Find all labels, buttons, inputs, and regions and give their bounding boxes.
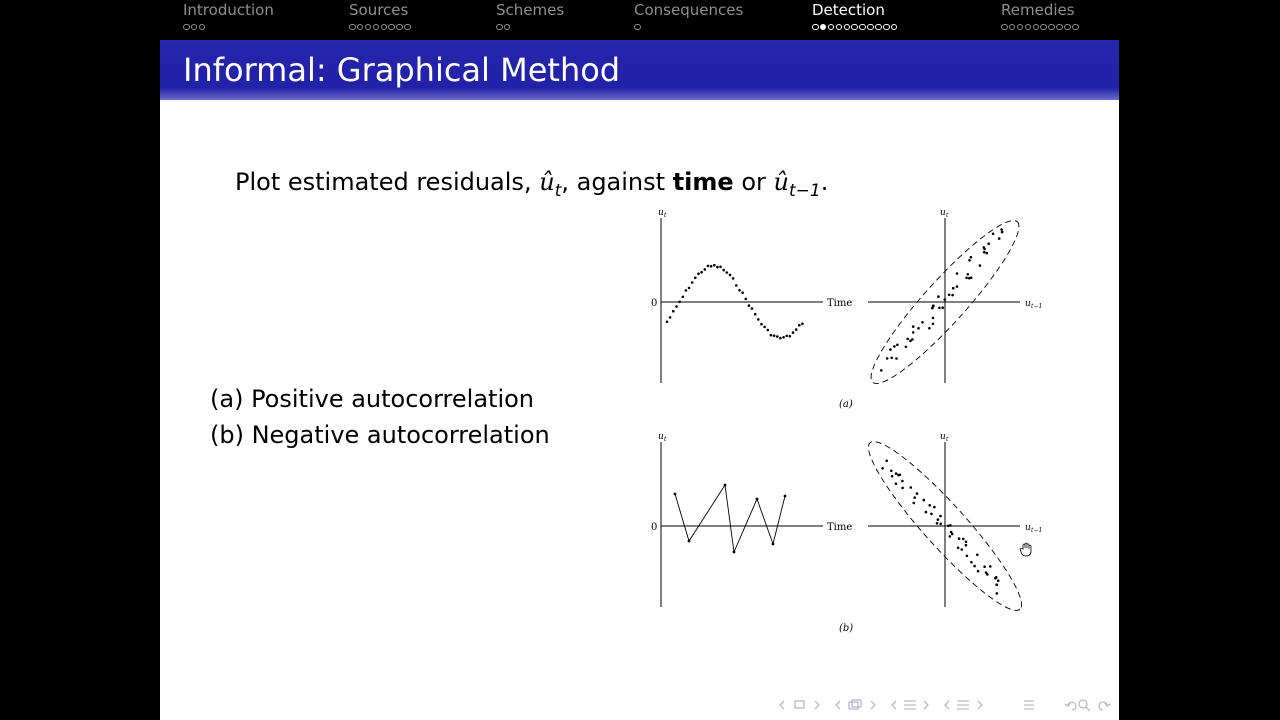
residual-point [951,294,954,297]
residual-point [763,326,766,329]
nav-slide-dot[interactable] [191,24,198,31]
document-back-icon[interactable] [945,701,949,709]
nav-slide-dot[interactable] [183,24,190,31]
axis-label-lag-sub: t−1 [1031,527,1043,534]
nav-section-title[interactable]: Consequences [634,1,744,19]
nav-slide-dot[interactable] [1056,24,1063,31]
frame-title: Informal: Graphical Method [183,51,621,89]
nav-slide-dot[interactable] [867,24,874,31]
residual-point [928,504,931,507]
residual-point [896,344,899,347]
residual-point [983,251,986,254]
uhat-symbol: û [539,168,555,196]
nav-section-title[interactable]: Introduction [183,1,274,19]
residual-point [710,265,713,268]
residual-point [682,296,685,299]
residual-point [700,271,703,274]
document-forward-icon[interactable] [978,701,982,709]
residual-point [952,287,955,290]
residual-point [992,233,995,236]
residual-point [983,565,986,568]
nav-slide-dots[interactable] [812,22,899,32]
nav-slide-dot[interactable] [820,24,827,31]
residual-point [950,531,953,534]
residual-point [948,294,951,297]
residual-point [767,329,770,332]
nav-section-title[interactable]: Remedies [1001,1,1075,19]
residual-point [917,327,920,330]
residual-point [697,272,700,275]
nav-slide-dot[interactable] [381,24,388,31]
nav-slide-dot[interactable] [404,24,411,31]
residual-point [977,570,980,573]
residual-point [910,486,913,489]
residual-point [885,460,888,463]
section-forward-icon[interactable] [924,701,928,709]
section-icon[interactable] [904,701,916,709]
slide [160,0,1119,720]
residual-point [748,304,751,307]
nav-slide-dots[interactable] [349,22,412,32]
nav-slide-dot[interactable] [1009,24,1016,31]
residual-point [970,561,973,564]
residual-point [785,335,788,338]
residual-point [669,316,672,319]
nav-section-consequences[interactable] [634,2,743,32]
hand-cursor-icon [1020,543,1031,556]
residual-point [685,289,688,292]
frame-back-icon[interactable] [780,701,784,709]
subsection-back-icon[interactable] [836,701,840,709]
residual-point [932,317,935,320]
residual-point [966,555,969,558]
nav-slide-dot[interactable] [883,24,890,31]
appendix-icon[interactable] [1024,701,1034,709]
residual-point [901,480,904,483]
nav-section-detection[interactable] [812,2,899,32]
residual-point [937,295,940,298]
subscript-t-minus-1: t−1 [789,181,821,201]
residual-point [909,340,912,343]
nav-section-title[interactable]: Schemes [496,1,565,19]
residual-point [722,269,725,272]
nav-slide-dot[interactable] [1017,24,1024,31]
nav-slide-dot[interactable] [357,24,364,31]
nav-slide-dot[interactable] [199,24,206,31]
axis-label-ut-sub: t [664,212,667,219]
nav-slide-dots[interactable] [183,22,274,32]
residual-point [913,496,916,499]
subsection-icon[interactable] [849,700,861,709]
residual-point [987,242,990,245]
residual-point [912,325,915,328]
residual-point [912,331,915,334]
residual-point [1000,228,1003,231]
residual-point [957,547,960,550]
document-icon[interactable] [957,701,969,709]
time-axis-label: Time [827,522,853,533]
residual-point [901,487,904,490]
intro-or-text: or [741,168,766,196]
residual-point [801,322,804,325]
residual-point [704,268,707,271]
residual-point [895,472,898,475]
residual-point [941,306,944,309]
residual-point [921,321,924,324]
nav-slide-dot[interactable] [891,24,898,31]
residual-point [881,467,884,470]
nav-slide-dot[interactable] [504,24,511,31]
axis-label-ut: u [940,208,946,218]
residual-point [928,327,931,330]
residual-point [1001,231,1004,234]
residual-point [738,289,741,292]
nav-slide-dot[interactable] [859,24,866,31]
residual-point [931,307,934,310]
axis-label-lag-sub: t−1 [1031,303,1043,310]
nav-section-title[interactable]: Detection [812,1,885,19]
residual-point [944,298,947,301]
panel-label-b: (b) [839,623,854,634]
nav-slide-dot[interactable] [349,24,356,31]
residual-point [968,259,971,262]
residual-point [936,522,939,525]
residual-point [691,281,694,284]
autocorrelation-figure [640,200,1060,640]
time-emphasis: time [672,168,734,196]
nav-slide-dot[interactable] [1025,24,1032,31]
residual-point [751,307,754,310]
residual-point [933,506,936,509]
residual-point [672,310,675,313]
residual-point [995,583,998,586]
nav-slide-dot[interactable] [875,24,882,31]
nav-slide-dot[interactable] [844,24,851,31]
nav-slide-dot[interactable] [812,24,819,31]
residual-point [675,305,678,308]
residual-point [889,348,892,351]
nav-slide-dot[interactable] [1001,24,1008,31]
frame-icon[interactable] [795,701,804,708]
nav-slide-dot[interactable] [388,24,395,31]
residual-point [688,287,691,290]
item-negative-autocorrelation: (b) Negative autocorrelation [210,421,550,449]
beamer-navigation-symbols [777,697,1117,713]
nav-slide-dot[interactable] [851,24,858,31]
residual-point [779,337,782,340]
zigzag-residual-line [675,485,785,552]
residual-point [956,272,959,275]
residual-point [891,475,894,478]
residual-point [973,565,976,568]
residual-point [989,565,992,568]
residual-point [745,298,748,301]
nav-slide-dot[interactable] [365,24,372,31]
residual-point [925,511,928,514]
frame-forward-icon[interactable] [815,701,819,709]
search-icon[interactable] [1079,700,1090,711]
residual-point [961,548,964,551]
frame-title-bar [160,40,1119,100]
subsection-forward-icon[interactable] [871,701,875,709]
axis-label-lag: u [1025,299,1031,309]
residual-point [965,541,968,544]
residual-point [770,334,773,337]
zigzag-points [674,484,787,554]
intro-plot-text: Plot estimated residuals, [235,168,532,196]
residual-point [956,285,959,288]
nav-slide-dot[interactable] [828,24,835,31]
uhat-lag-symbol: û [773,168,789,196]
redo-icon[interactable] [1099,702,1110,710]
residual-point [782,336,785,339]
residual-point [895,357,898,360]
residual-point [890,470,893,473]
axis-label-ut-sub: t [946,212,949,219]
residual-point [996,592,999,595]
zero-label: 0 [651,522,658,533]
residual-point [967,273,970,276]
panel-label-a: (a) [839,399,853,410]
residual-point [678,301,681,304]
section-back-icon[interactable] [892,701,896,709]
intro-against-text: , against [561,168,666,196]
residual-point [713,264,716,267]
axis-label-ut-sub: t [664,436,667,443]
residual-point [932,323,935,326]
residual-point [741,291,744,294]
residual-point [938,307,941,310]
residual-point [905,346,908,349]
residual-point [970,276,973,279]
residual-point [897,474,900,477]
residual-point [666,321,669,324]
axis-label-ut: u [658,432,664,442]
residual-point [798,324,801,327]
residual-point [716,266,719,269]
undo-icon[interactable] [1065,702,1076,710]
nav-slide-dot[interactable] [396,24,403,31]
residual-point [729,274,732,277]
nav-slide-dot[interactable] [1064,24,1071,31]
axis-label-ut-sub: t [946,436,949,443]
time-axis-label: Time [827,298,853,309]
axis-label-lag: u [1025,523,1031,533]
residual-point [906,338,909,341]
residual-point [965,277,968,280]
zero-label: 0 [651,298,658,309]
residual-point [776,335,779,338]
residual-point [895,482,898,485]
residual-point [965,544,968,547]
residual-point [998,237,1001,240]
item-positive-autocorrelation: (a) Positive autocorrelation [210,385,534,413]
nav-slide-dots[interactable] [634,22,743,32]
nav-slide-dots[interactable] [1001,22,1080,32]
residual-point [979,264,982,267]
nav-section-schemes[interactable] [496,2,564,32]
intro-sentence [235,168,829,201]
residual-point [880,369,883,372]
residual-point [986,573,989,576]
residual-point [939,515,942,518]
residual-point [986,252,989,255]
residual-point [757,318,760,321]
residual-point [932,304,935,307]
residual-point [970,256,973,259]
residual-point [949,535,952,538]
residual-point [735,284,738,287]
residual-point [983,246,986,249]
nav-section-title[interactable]: Sources [349,1,409,19]
nav-section-introduction[interactable] [183,2,274,32]
subscript-t: t [554,181,562,201]
nav-slide-dot[interactable] [836,24,843,31]
residual-point [893,345,896,348]
residual-point [726,271,729,274]
residual-point [962,538,965,541]
nav-slide-dot[interactable] [373,24,380,31]
residual-point [939,523,942,526]
residual-point [694,277,697,280]
residual-point [789,335,792,338]
residual-point [997,579,1000,582]
residual-point [923,499,926,502]
residual-point [886,357,889,360]
residual-point [707,265,710,268]
residual-point [719,266,722,269]
residual-point [930,513,933,516]
nav-slide-dot[interactable] [496,24,503,31]
residual-point [773,334,776,337]
residual-point [890,357,893,360]
residual-point [937,518,940,521]
residual-point [795,328,798,331]
residual-point [958,537,961,540]
nav-section-remedies[interactable] [1001,2,1080,32]
nav-slide-dot[interactable] [1072,24,1079,31]
nav-section-sources[interactable] [349,2,412,32]
residual-point [916,492,919,495]
nav-slide-dots[interactable] [496,22,564,32]
nav-slide-dot[interactable] [1033,24,1040,31]
nav-slide-dot[interactable] [1048,24,1055,31]
residual-point [760,323,763,326]
negative-scatter-points [881,460,999,595]
nav-slide-dot[interactable] [1040,24,1047,31]
intro-period: . [820,168,829,196]
residual-point [976,554,979,557]
axis-label-ut: u [658,208,664,218]
residual-point [913,502,916,505]
residual-point [947,525,950,528]
residual-point [754,313,757,316]
residual-point [994,577,997,580]
positive-scatter-points [880,228,1003,372]
residual-point [792,331,795,334]
axis-label-ut: u [940,432,946,442]
section-navigation-bar [160,0,1119,40]
residual-point [732,277,735,280]
nav-slide-dot[interactable] [634,24,641,31]
